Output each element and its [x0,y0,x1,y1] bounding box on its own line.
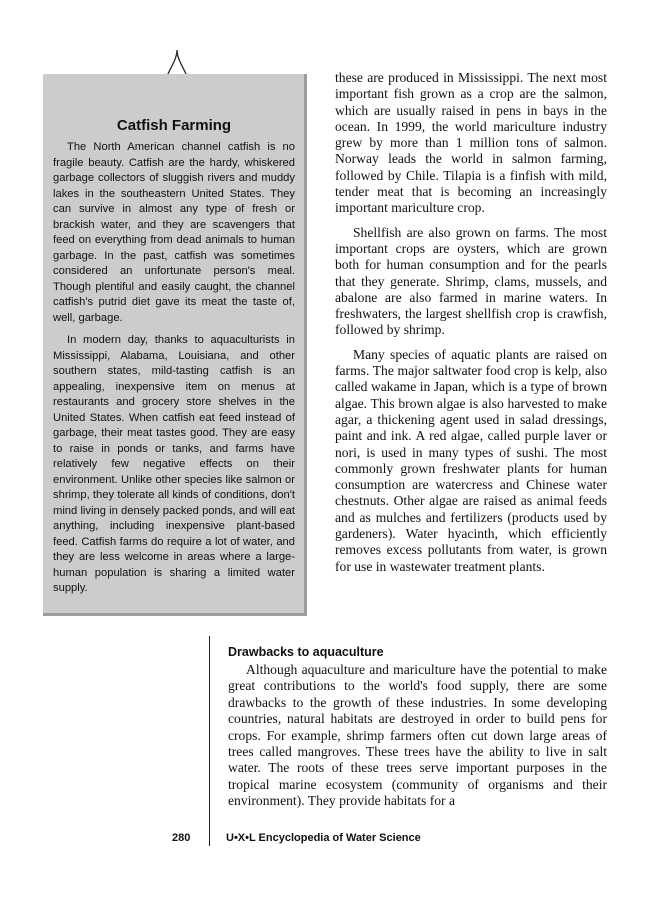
book-title: U•X•L Encyclopedia of Water Science [226,832,421,844]
section-body [228,662,607,810]
right-column [335,70,607,583]
body-paragraph: Many species of aquatic plants are raised on farms. The major saltwater food crop is kelp, also called wakame in Japan, which is a type of brown algae. This brown algae is also harvested to make agar, a thickening agent used in salad dressings, paint and ink. A red algae, called purple laver or nori, is used in many types of sushi. The most commonly grown freshwater plants for human consumption are watercress and Chinese water chestnuts. Other algae are raised as animal feeds and as mulches and fertilizers (products used by gardeners). Water hyacinth, which efficiently removes excess pollutants from water, is grown for use in wastewater treatment plants. [335,346,607,574]
body-paragraph: these are produced in Mississippi. The next most important fish grown as a crop are the salmon, which are usually raised in pens in bays in the ocean. In 1999, the world mariculture industry grew by more than 1 million tons of salmon. Norway leads the world in salmon farming, followed by Chile. Tilapia is a finfish with mild, tender meat that is becoming an increasingly important mariculture crop. [335,70,607,216]
vertical-rule [209,636,210,846]
sidebar-text [53,140,295,604]
sidebar-box [43,74,307,616]
sidebar-paragraph: The North American channel catfish is no fragile beauty. Catfish are the hardy, whiskered garbage collectors of sluggish rivers and muddy lakes in the southeastern United States. They can survive in almost any type of fresh or brackish water, and they are scavengers that feed on everything from dead animals to human garbage. In the past, catfish was sometimes considered an unfortunate person's meal. Though plentiful and easily caught, the channel catfish's putrid diet gave its meat the taste of, well, garbage. [53,141,295,324]
sidebar-title: Catfish Farming [116,117,232,134]
sidebar-paragraph: In modern day, thanks to aquaculturists in Mississippi, Alabama, Louisiana, and other southern states, mild-tasting catfish is an appealing, inexpensive item on menus at restaurants and grocery store shelves in the United States. When catfish eat feed instead of garbage, their meat tastes good. They are easy to raise in ponds or tanks, and farms have relatively few negative effects on their environment. Unlike other species like salmon or shrimp, they tolerate all kinds of conditions, don't mind living in densely packed ponds, and will eat anything, including inexpensive plant-based feed. Catfish farms do require a lot of water, and they are less welcome in areas where a large-human population is sharing a limited water supply. [53,334,295,594]
body-paragraph: Shellfish are also grown on farms. The most important crops are oysters, which are grown both for human consumption and for the pearls that they generate. Shrimp, clams, mussels, and abalone are also farmed in marine waters. In freshwaters, the largest shellfish crop is crawfish, followed by shrimp. [335,224,607,338]
body-paragraph: Although aquaculture and mariculture have the potential to make great contributions to the world's food supply, there are some drawbacks to the growth of these industries. In some developing countries, natural habitats are destroyed in order to build pens for crops. For example, shrimp farmers often cut down large areas of trees called mangroves. These trees have the ability to live in salt water. The roots of these trees serve important purposes in the tropical marine ecosystem (community of organisms and their environment). They provide habitats for a [228,662,607,809]
section-heading: Drawbacks to aquaculture [228,645,384,659]
page-number: 280 [172,832,191,844]
